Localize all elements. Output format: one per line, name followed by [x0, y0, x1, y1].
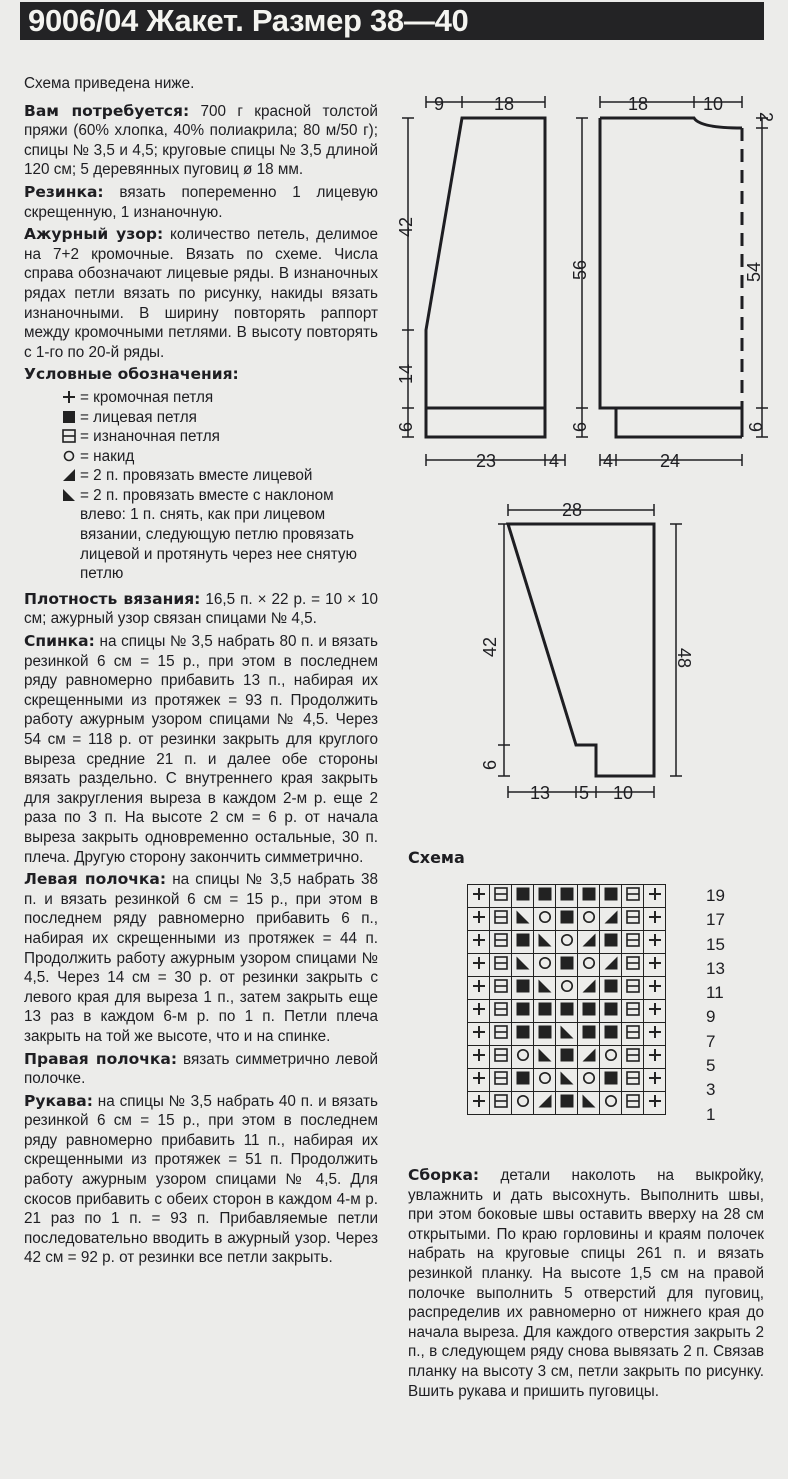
chart-cell	[512, 954, 534, 977]
filled-square-icon	[558, 1092, 576, 1110]
chart-cell	[644, 954, 666, 977]
chart-cell	[644, 1092, 666, 1115]
dim-label: 28	[562, 500, 583, 520]
dim-label: 42	[480, 636, 500, 657]
plus-symbol-icon	[646, 931, 664, 949]
dash-square-icon	[492, 1023, 510, 1041]
gauge-heading: Плотность вязания:	[24, 589, 201, 608]
filled-square-icon	[602, 977, 620, 995]
chart-cell	[622, 954, 644, 977]
dim-label: 56	[570, 259, 590, 280]
dim-label: 24	[660, 451, 681, 471]
chart-cell	[490, 1046, 512, 1069]
dim-label: 13	[530, 783, 551, 803]
chart-row	[468, 1000, 666, 1023]
plus-symbol-icon	[470, 931, 488, 949]
filled-square-icon	[536, 1023, 554, 1041]
chart-cell	[600, 1069, 622, 1092]
back-text: на спицы № 3,5 набрать 80 п. и вязать резинкой 6 см = 15 р., при этом в последнем ряду равномерно прибавить 13 п., набирая их скрещенными из протяжек = 93 п. Продолжить работу ажурным узором спицами № 4,5. Через 54 см = 118 р. от резинки закрыть для круглого выреза средние 21 п. и далее обе стороны вязать раздельно. С внутреннего края закрыть для закругления выреза в каждом 2-м р. еще 2 раза по 3 п. На высоте 2 см = 6 р. от начала выреза закрыть одновременно остальные, 30 п. плеча. Другую сторону закончить симметрично.	[24, 633, 378, 866]
filled-square-icon	[580, 1023, 598, 1041]
dim-label: 6	[746, 421, 766, 432]
right-triangle-icon	[536, 1092, 554, 1110]
dim-label: 2	[756, 112, 776, 123]
circle-icon	[514, 1046, 532, 1064]
row-number: 13	[706, 958, 725, 978]
chart-cell	[490, 908, 512, 931]
chart-cell	[556, 954, 578, 977]
chart-cell	[556, 931, 578, 954]
dim-label: 4	[549, 451, 560, 471]
lace-heading: Ажурный узор:	[24, 225, 164, 244]
chart-cell	[468, 954, 490, 977]
chart-cell	[512, 1069, 534, 1092]
chart-row	[468, 1046, 666, 1069]
intro-text: Схема приведена ниже.	[24, 75, 195, 92]
chart-cell	[512, 1046, 534, 1069]
chart-cell	[468, 1000, 490, 1023]
filled-square-icon	[602, 931, 620, 949]
filled-square-icon	[514, 1069, 532, 1087]
left-triangle-icon	[580, 1092, 598, 1110]
chart-cell	[578, 931, 600, 954]
dash-square-icon	[624, 1000, 642, 1018]
page-title: 9006/04 Жакет. Размер 38—40	[20, 2, 764, 40]
row-number: 11	[706, 983, 724, 1003]
assembly-section	[408, 1166, 764, 1401]
assembly-column	[408, 1166, 764, 1401]
right-triangle-icon	[580, 977, 598, 995]
chart-cell	[468, 1069, 490, 1092]
assembly-text: детали наколоть на выкройку, увлажнить и дать высохнуть. Выполнить швы, при этом боковые швы оставить вверху на 28 см открытыми. По краю горловины и краям полочек набрать на круговые спицы 261 п. и вязать резинкой планку. На высоте 1,5 см на правой полочке выполнить 5 отверстий для пуговиц, распределив их равномерно от нижнего края до начала выреза. Для каждого отверстия закрыть 2 п., в следующем ряду снова вывязать 2 п. Связав планку на высоту 3 см, петли закрыть по рисунку. Вшить рукава и пришить пуговицы.	[408, 1167, 764, 1400]
dash-square-icon	[624, 1092, 642, 1110]
filled-square-icon	[558, 1000, 576, 1018]
gauge-text: 16,5 п. × 22 р. = 10 × 10 см; ажурный узор связан спицами № 4,5.	[24, 590, 378, 628]
circle-icon	[536, 1069, 554, 1087]
chart-cell	[622, 1069, 644, 1092]
row-number: 3	[706, 1080, 716, 1100]
legend-text: = лицевая петля	[80, 408, 197, 426]
chart-cell	[622, 1092, 644, 1115]
sleeves-heading: Рукава:	[24, 1091, 93, 1110]
dash-square-icon	[492, 931, 510, 949]
dim-label: 18	[494, 94, 515, 114]
chart-cell	[600, 931, 622, 954]
chart-cell	[622, 977, 644, 1000]
circle-icon	[514, 1092, 532, 1110]
filled-square-icon	[536, 1000, 554, 1018]
dash-square-icon	[624, 885, 642, 903]
chart-cell	[512, 1000, 534, 1023]
plus-symbol-icon	[646, 1000, 664, 1018]
dim-label: 48	[674, 648, 694, 669]
left-triangle-icon	[558, 1069, 576, 1087]
right-triangle-icon	[602, 954, 620, 972]
filled-square-icon	[558, 1046, 576, 1064]
chart-cell	[534, 1069, 556, 1092]
row-number: 5	[706, 1056, 716, 1076]
plus-symbol-icon	[646, 1092, 664, 1110]
dim-label: 14	[396, 363, 416, 384]
chart-cell	[556, 1046, 578, 1069]
chart-cell	[468, 931, 490, 954]
chart-cell	[512, 1092, 534, 1115]
chart-cell	[512, 977, 534, 1000]
dash-square-icon	[492, 1000, 510, 1018]
chart-cell	[534, 1046, 556, 1069]
dim-label: 10	[613, 783, 634, 803]
dim-label: 6	[396, 421, 416, 432]
dim-label: 42	[396, 216, 416, 237]
filled-square-icon	[602, 1023, 620, 1041]
sleeves-text: на спицы № 3,5 набрать 40 п. и вязать резинкой 6 см = 15 р., при этом в последнем ряду равномерно прибавить 11 п., набирая их скрещенными из протяжек = 51 п. Продолжить работу ажурным узором спицами № 4,5. Для скосов прибавить с обеих сторон в каждом 4-м р. 21 раз по 1 п. = 93 п. Прибавляемые петли последовательно вводить в ажурный узор. Через 42 см = 92 р. от резинки все петли закрыть.	[24, 1092, 378, 1267]
plus-symbol-icon	[470, 977, 488, 995]
dim-label: 6	[480, 759, 500, 770]
chart-row	[468, 954, 666, 977]
back-heading: Спинка:	[24, 632, 95, 651]
chart-cell	[534, 1000, 556, 1023]
chart-cell	[600, 1023, 622, 1046]
chart-cell	[534, 1023, 556, 1046]
dash-square-icon	[624, 1069, 642, 1087]
row-number: 17	[706, 910, 725, 930]
chart-cell	[644, 1000, 666, 1023]
chart-cell	[534, 954, 556, 977]
plus-symbol-icon	[646, 1069, 664, 1087]
filled-square-icon	[536, 885, 554, 903]
chart-cell	[622, 1046, 644, 1069]
legend-heading: Условные обозначения:	[24, 365, 239, 384]
left-front-heading: Левая полочка:	[24, 870, 167, 889]
circle-icon	[580, 1069, 598, 1087]
chart-cell	[512, 908, 534, 931]
right-triangle-icon	[580, 1046, 598, 1064]
assembly-heading: Сборка:	[408, 1166, 480, 1184]
chart-cell	[490, 1000, 512, 1023]
plus-symbol-icon	[470, 885, 488, 903]
chart-cell	[600, 954, 622, 977]
plus-symbol-icon	[470, 1046, 488, 1064]
chart-cell	[490, 885, 512, 908]
chart-cell	[556, 977, 578, 1000]
legend-text: = изнаночная петля	[80, 428, 220, 446]
circle-icon	[558, 931, 576, 949]
row-number: 7	[706, 1031, 716, 1051]
chart-cell	[468, 1092, 490, 1115]
chart-cell	[556, 1069, 578, 1092]
dash-square-icon	[624, 1046, 642, 1064]
chart-row	[468, 1023, 666, 1046]
chart-cell	[578, 1023, 600, 1046]
plus-symbol-icon	[470, 1023, 488, 1041]
plus-symbol-icon	[470, 1069, 488, 1087]
plus-symbol-icon	[646, 954, 664, 972]
chart-cell	[578, 954, 600, 977]
left-front-section	[24, 870, 378, 1046]
chart-cell	[600, 977, 622, 1000]
chart-cell	[512, 885, 534, 908]
dash-square-icon	[492, 1069, 510, 1087]
dash-square-icon	[492, 1046, 510, 1064]
chart-cell	[490, 954, 512, 977]
chart-cell	[534, 1092, 556, 1115]
chart-cell	[490, 1092, 512, 1115]
chart-cell	[534, 885, 556, 908]
dash-square-icon	[624, 908, 642, 926]
chart-cell	[468, 908, 490, 931]
chart-cell	[622, 908, 644, 931]
chart-cell	[490, 1023, 512, 1046]
chart-cell	[600, 1046, 622, 1069]
legend-text: = 2 п. провязать вместе лицевой	[80, 467, 313, 485]
chart-cell	[468, 977, 490, 1000]
left-triangle-icon	[514, 908, 532, 926]
chart-cell	[578, 1069, 600, 1092]
chart-cell	[556, 1000, 578, 1023]
right-triangle-icon	[602, 908, 620, 926]
circle-icon	[536, 954, 554, 972]
chart-cell	[556, 885, 578, 908]
dash-square-icon	[624, 954, 642, 972]
row-number: 15	[706, 934, 725, 954]
dim-label: 23	[476, 451, 497, 471]
circle-icon	[580, 908, 598, 926]
row-numbers	[706, 884, 746, 1127]
left-triangle-icon	[514, 954, 532, 972]
chart-cell	[644, 977, 666, 1000]
back-top-outline	[600, 118, 742, 128]
plus-symbol-icon	[470, 1000, 488, 1018]
scheme-title: Схема	[408, 848, 465, 867]
filled-square-icon	[580, 885, 598, 903]
chart-cell	[622, 1000, 644, 1023]
filled-square-icon	[514, 977, 532, 995]
dash-square-icon	[624, 1023, 642, 1041]
dim-label: 9	[434, 94, 445, 114]
chart-cell	[556, 1023, 578, 1046]
plus-symbol-icon	[646, 1046, 664, 1064]
left-triangle-icon	[536, 1046, 554, 1064]
chart-cell	[644, 908, 666, 931]
chart-row	[468, 977, 666, 1000]
left-front-outline	[426, 118, 545, 408]
circle-icon	[558, 977, 576, 995]
chart-cell	[556, 1092, 578, 1115]
plus-symbol-icon	[470, 908, 488, 926]
row-number: 1	[706, 1104, 716, 1124]
chart-cell	[578, 908, 600, 931]
chart-cell	[644, 1069, 666, 1092]
filled-square-icon	[514, 885, 532, 903]
right-front-heading: Правая полочка:	[24, 1049, 178, 1068]
chart-cell	[534, 977, 556, 1000]
legend-text: = 2 п. провязать вместе с наклоном влево: 1 п. снять, как при лицевом вязании, следующую петлю провязать лицевой и протянуть через нее снятую петлю	[80, 486, 358, 583]
chart-row	[468, 908, 666, 931]
chart-cell	[490, 1069, 512, 1092]
chart-row	[468, 1092, 666, 1115]
chart-cell	[600, 908, 622, 931]
stitch-chart	[467, 884, 666, 1115]
chart-cell	[512, 1023, 534, 1046]
chart-cell	[556, 908, 578, 931]
chart-cell	[644, 885, 666, 908]
filled-square-icon	[602, 1069, 620, 1087]
filled-square-icon	[580, 1000, 598, 1018]
chart-row	[468, 1069, 666, 1092]
filled-square-icon	[558, 908, 576, 926]
chart-cell	[600, 1092, 622, 1115]
plus-symbol-icon	[646, 977, 664, 995]
chart-cell	[490, 931, 512, 954]
chart-row	[468, 931, 666, 954]
dim-label: 5	[579, 783, 590, 803]
plus-symbol-icon	[646, 908, 664, 926]
back-left-outline	[600, 118, 742, 437]
chart-cell	[578, 1000, 600, 1023]
rib-heading: Резинка:	[24, 182, 104, 201]
materials-text: 700 г красной толстой пряжи (60% хлопка, 40% полиакрила; 80 м/50 г); спицы № 3,5 и 4,5; круговые спицы № 3,5 длиной 120 см; 5 деревянных пуговиц ø 18 мм.	[24, 102, 378, 179]
plus-symbol-icon	[646, 885, 664, 903]
dim-label: 18	[628, 94, 649, 114]
dash-square-icon	[624, 931, 642, 949]
plus-symbol-icon	[470, 1092, 488, 1110]
right-front-section	[24, 1050, 378, 1089]
chart-cell	[534, 908, 556, 931]
dash-square-icon	[492, 1092, 510, 1110]
chart-cell	[578, 885, 600, 908]
chart-cell	[622, 931, 644, 954]
circle-icon	[580, 954, 598, 972]
dim-label: 4	[603, 451, 614, 471]
chart-cell	[644, 931, 666, 954]
chart-cell	[578, 977, 600, 1000]
left-triangle-icon	[558, 1023, 576, 1041]
circle-icon	[602, 1092, 620, 1110]
dash-square-icon	[624, 977, 642, 995]
left-front-rib	[426, 408, 545, 437]
left-triangle-icon	[536, 931, 554, 949]
chart-cell	[468, 885, 490, 908]
dash-square-icon	[492, 954, 510, 972]
chart-cell	[490, 977, 512, 1000]
sleeves-section	[24, 1092, 378, 1268]
filled-square-icon	[558, 885, 576, 903]
rib-text: вязать попеременно 1 лицевую скрещенную, 1 изнаночную.	[24, 183, 378, 221]
dash-square-icon	[492, 885, 510, 903]
left-triangle-icon	[536, 977, 554, 995]
row-number: 9	[706, 1007, 716, 1027]
filled-square-icon	[602, 885, 620, 903]
chart-cell	[622, 1023, 644, 1046]
dash-square-icon	[492, 908, 510, 926]
chart-cell	[644, 1023, 666, 1046]
row-number: 19	[706, 886, 725, 905]
chart-cell	[600, 885, 622, 908]
dash-square-icon	[492, 977, 510, 995]
dim-label: 54	[744, 261, 764, 282]
lace-text: количество петель, делимое на 7+2 кромочные. Вязать по схеме. Числа справа обозначают лицевые ряды. В изнаночных рядах петли вязать по рисунку, накиды вязать изнаночными. В ширину повторять раппорт между кромочными петлями. В высоту повторять с 1-го по 20-й ряды.	[24, 226, 378, 361]
plus-symbol-icon	[646, 1023, 664, 1041]
materials-heading: Вам потребуется:	[24, 101, 190, 120]
chart-cell	[512, 931, 534, 954]
chart-cell	[644, 1046, 666, 1069]
right-triangle-icon	[580, 931, 598, 949]
filled-square-icon	[602, 1000, 620, 1018]
dim-label: 10	[703, 94, 724, 114]
chart-cell	[622, 885, 644, 908]
chart-cell	[534, 931, 556, 954]
chart-cell	[578, 1046, 600, 1069]
chart-cell	[468, 1046, 490, 1069]
chart-cell	[600, 1000, 622, 1023]
circle-icon	[536, 908, 554, 926]
plus-symbol-icon	[470, 954, 488, 972]
chart-row	[468, 885, 666, 908]
legend-text: = кромочная петля	[80, 388, 214, 406]
circle-icon	[602, 1046, 620, 1064]
legend-text: = накид	[80, 447, 135, 465]
right-front-text: вязать симметрично левой полочке.	[24, 1050, 378, 1088]
filled-square-icon	[514, 931, 532, 949]
chart-cell	[578, 1092, 600, 1115]
chart-cell	[468, 1023, 490, 1046]
left-front-text: на спицы № 3,5 набрать 38 п. и вязать резинкой 6 см = 15 р., при этом в последнем ряду равномерно прибавить 6 п., набирая их скрещенными из протяжек = 44 п. Продолжить работу ажурным узором спицами № 4,5. Через 14 см = 30 р. от резинки закрыть с левого края для выреза 1 п., затем закрыть еще 13 раз в каждом 6-м р. по 1 п. Петли плеча закрыть на той же высоте, что и на спинке.	[24, 871, 379, 1045]
filled-square-icon	[514, 1023, 532, 1041]
filled-square-icon	[514, 1000, 532, 1018]
dim-label: 6	[570, 421, 590, 432]
sleeve-outline	[508, 524, 654, 776]
filled-square-icon	[558, 954, 576, 972]
